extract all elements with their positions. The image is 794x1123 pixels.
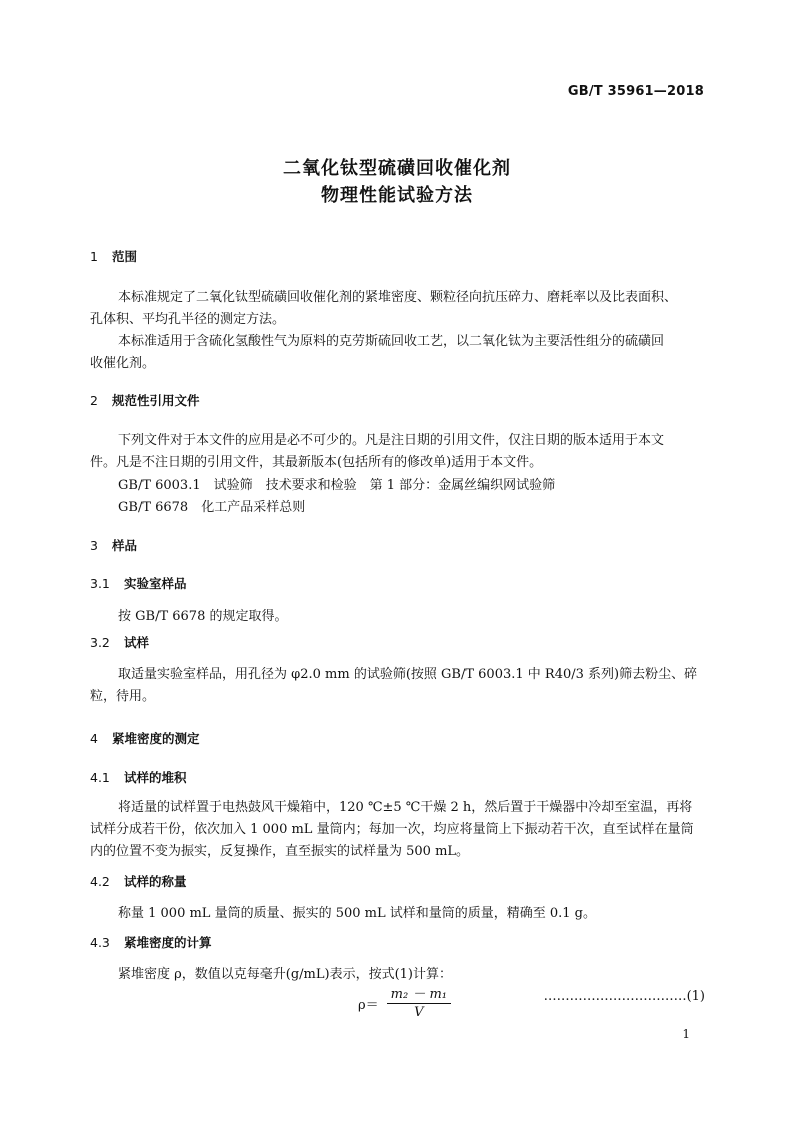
section-number: 3 — [90, 538, 98, 553]
sample-weighing-text: 称量 1 000 mL 量筒的质量、振实的 500 mL 试样和量筒的质量，精确至 0.1 g。 — [118, 906, 597, 921]
subsection-number: 4.1 — [90, 770, 110, 785]
subsection-heading-4-2 — [90, 872, 187, 890]
normative-reference-2: GB/T 6678 化工产品采样总则 — [118, 500, 306, 515]
density-formula — [358, 987, 451, 1020]
scope-paragraph-line-4: 收催化剂。 — [90, 356, 156, 371]
references-paragraph-line-1: 下列文件对于本文件的应用是必不可少的。凡是注日期的引用文件，仅注日期的版本适用于本文 — [118, 433, 665, 448]
formula-denominator: V — [414, 1005, 424, 1020]
section-heading-sample — [90, 536, 137, 554]
density-calculation-text: 紧堆密度 ρ，数值以克每毫升(g/mL)表示，按式(1)计算： — [118, 967, 452, 982]
page-number: 1 — [682, 1027, 690, 1041]
references-paragraph-line-2: 件。凡是不注日期的引用文件，其最新版本(包括所有的修改单)适用于本文件。 — [90, 455, 543, 470]
subsection-number: 3.1 — [90, 576, 110, 591]
test-sample-paragraph — [90, 664, 704, 708]
section-number: 4 — [90, 731, 98, 746]
subsection-title: 实验室样品 — [124, 576, 187, 591]
test-sample-paragraph-line-1: 取适量实验室样品，用孔径为 φ2.0 mm 的试验筛(按照 GB/T 6003.1 中 R40/3 系列)筛去粉尘、碎 — [118, 667, 698, 682]
scope-paragraph — [90, 287, 704, 375]
scope-paragraph-line-2: 孔体积、平均孔半径的测定方法。 — [90, 312, 286, 327]
section-number: 2 — [90, 393, 98, 408]
references-paragraph — [90, 430, 704, 474]
document-title-line-1: 二氧化钛型硫磺回收催化剂 — [283, 158, 511, 179]
section-heading-references — [90, 391, 200, 409]
standard-number: GB/T 35961—2018 — [567, 84, 704, 99]
document-title-line-2: 物理性能试验方法 — [321, 185, 473, 206]
laboratory-sample-text: 按 GB/T 6678 的规定取得。 — [118, 609, 288, 624]
subsection-number: 3.2 — [90, 635, 110, 650]
sample-stacking-paragraph-line-3: 内的位置不变为振实，反复操作，直至振实的试样量为 500 mL。 — [90, 844, 470, 859]
subsection-title: 试样的堆积 — [124, 770, 187, 785]
subsection-heading-3-1 — [90, 574, 187, 592]
formula-lhs: ρ＝ — [358, 998, 379, 1013]
subsection-heading-4-1 — [90, 768, 187, 786]
test-sample-paragraph-line-2: 粒，待用。 — [90, 689, 156, 704]
subsection-title: 紧堆密度的计算 — [124, 935, 212, 950]
scope-paragraph-line-3: 本标准适用于含硫化氢酸性气为原料的克劳斯硫回收工艺，以二氧化钛为主要活性组分的硫磺回 — [118, 334, 665, 349]
sample-stacking-paragraph-line-1: 将适量的试样置于电热鼓风干燥箱中，120 ℃±5 ℃干燥 2 h，然后置于干燥器中冷却至室温，再将 — [118, 800, 693, 815]
section-title: 紧堆密度的测定 — [112, 731, 200, 746]
subsection-title: 试样 — [124, 635, 150, 650]
section-title: 范围 — [112, 249, 138, 264]
section-heading-density — [90, 729, 200, 747]
section-heading-scope — [90, 247, 137, 265]
section-title: 样品 — [112, 538, 138, 553]
subsection-heading-4-3 — [90, 933, 212, 951]
formula-numerator: m₂ － m₁ — [387, 987, 451, 1004]
section-number: 1 — [90, 249, 98, 264]
normative-reference-1: GB/T 6003.1 试验筛 技术要求和检验 第 1 部分：金属丝编织网试验筛 — [118, 478, 556, 493]
subsection-number: 4.2 — [90, 874, 110, 889]
formula-fraction — [387, 987, 451, 1020]
formula-number: ……………………………(1) — [543, 989, 705, 1004]
sample-stacking-paragraph-line-2: 试样分成若干份，依次加入 1 000 mL 量筒内；每加一次，均应将量筒上下振动若干次，直至试样在量筒 — [90, 822, 694, 837]
section-title: 规范性引用文件 — [112, 393, 200, 408]
subsection-title: 试样的称量 — [124, 874, 187, 889]
subsection-number: 4.3 — [90, 935, 110, 950]
sample-stacking-paragraph — [90, 797, 704, 863]
scope-paragraph-line-1: 本标准规定了二氧化钛型硫磺回收催化剂的紧堆密度、颗粒径向抗压碎力、磨耗率以及比表面积、 — [118, 290, 678, 305]
subsection-heading-3-2 — [90, 633, 149, 651]
